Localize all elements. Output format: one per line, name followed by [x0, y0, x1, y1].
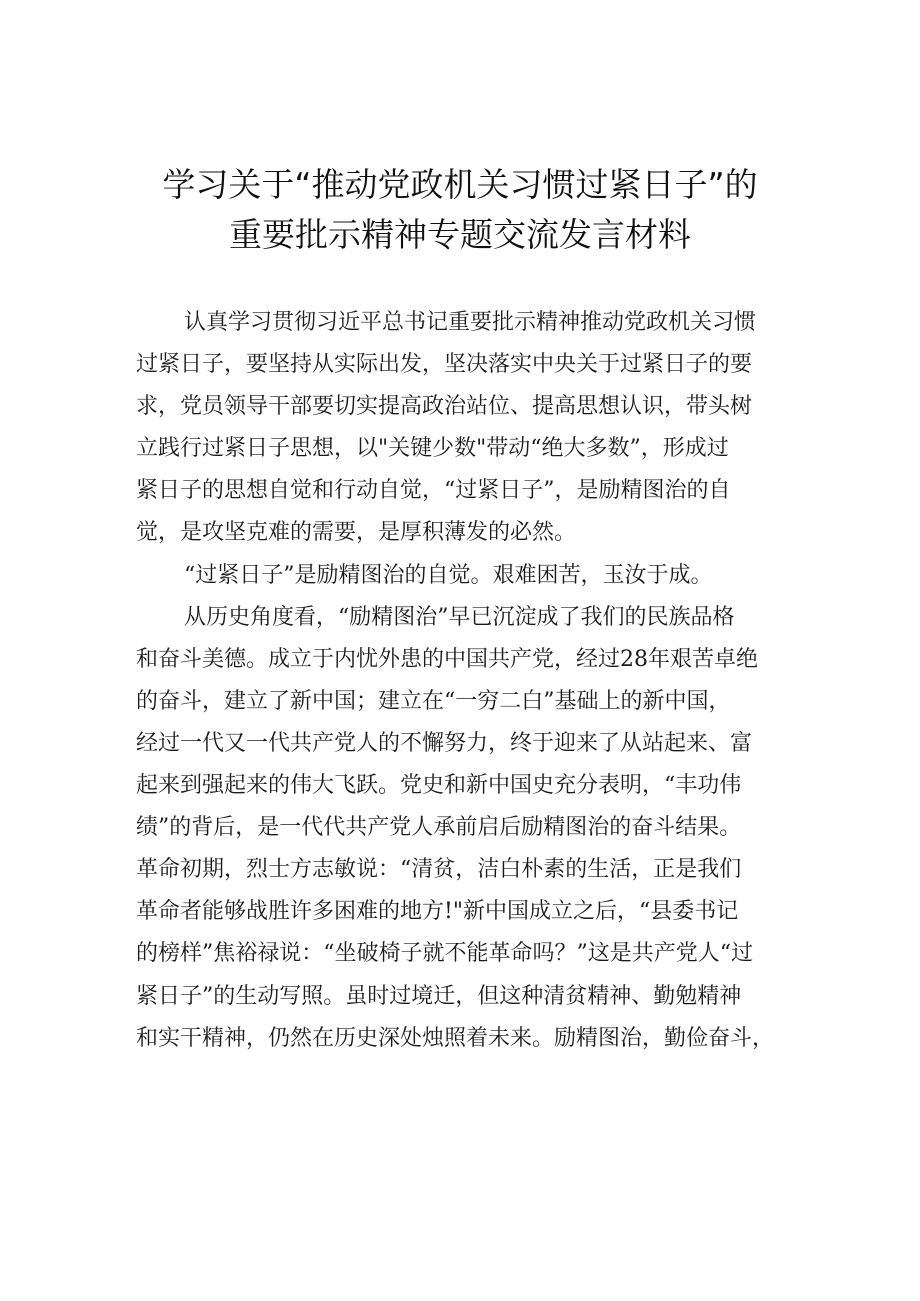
paragraph-line: 紧日子的思想自觉和行动自觉，“过紧日子”，是励精图治的自: [136, 478, 731, 504]
paragraph-line: 认真学习贯彻习近平总书记重要批示精神推动党政机关习惯: [184, 310, 757, 335]
title-line-2: 重要批示精神专题交流发言材料: [229, 215, 691, 254]
paragraph-line: 从历史角度看，“励精图治”早已沉淀成了我们的民族品格: [184, 604, 735, 630]
paragraph-line: 紧日子”的生动写照。虽时过境迁，但这种清贫精神、勤勉精神: [136, 983, 742, 1009]
paragraph-line: 的榜样”焦裕禄说：“坐破椅子就不能革命吗？”这是共产党人“过: [136, 941, 753, 967]
title-line-1: 学习关于“推动党政机关习惯过紧日子”的: [162, 165, 758, 204]
paragraph-2: [136, 555, 792, 597]
paragraph-line: 和奋斗美德。成立于内忧外患的中国共产党，经过28年艰苦卓绝: [136, 646, 758, 672]
paragraph-line: 绩”的背后，是一代代共产党人承前启后励精图治的奋斗结果。: [136, 815, 742, 841]
paragraph-line: 觉，是攻坚克难的需要，是厚积薄发的必然。: [136, 520, 577, 546]
paragraph-1: [136, 302, 792, 555]
paragraph-line: “过紧日子”是励精图治的自觉。艰难困苦，玉汝于成。: [184, 562, 713, 588]
paragraph-line: 求，党员领导干部要切实提高政治站位、提高思想认识，带头树: [136, 394, 753, 420]
paragraph-line: 过紧日子，要坚持从实际出发，坚决落实中央关于过紧日子的要: [136, 352, 753, 378]
document-title: [0, 160, 920, 260]
paragraph-line: 的奋斗，建立了新中国；建立在“一穷二白”基础上的新中国，: [136, 688, 731, 714]
paragraph-3: [136, 597, 792, 1060]
document-body: [136, 302, 792, 1060]
paragraph-line: 革命者能够战胜许多困难的地方!"新中国成立之后，“县委书记: [136, 899, 739, 925]
paragraph-line: 和实干精神，仍然在历史深处烛照着未来。励精图治，勤俭奋斗，: [136, 1025, 775, 1051]
paragraph-line: 革命初期，烈士方志敏说：“清贫，洁白朴素的生活，正是我们: [136, 857, 742, 883]
paragraph-line: 起来到强起来的伟大飞跃。党史和新中国史充分表明，“丰功伟: [136, 773, 742, 799]
paragraph-line: 立践行过紧日子思想，以"关键少数"带动“绝大多数”，形成过: [136, 436, 729, 462]
paragraph-line: 经过一代又一代共产党人的不懈努力，终于迎来了从站起来、富: [136, 730, 753, 756]
